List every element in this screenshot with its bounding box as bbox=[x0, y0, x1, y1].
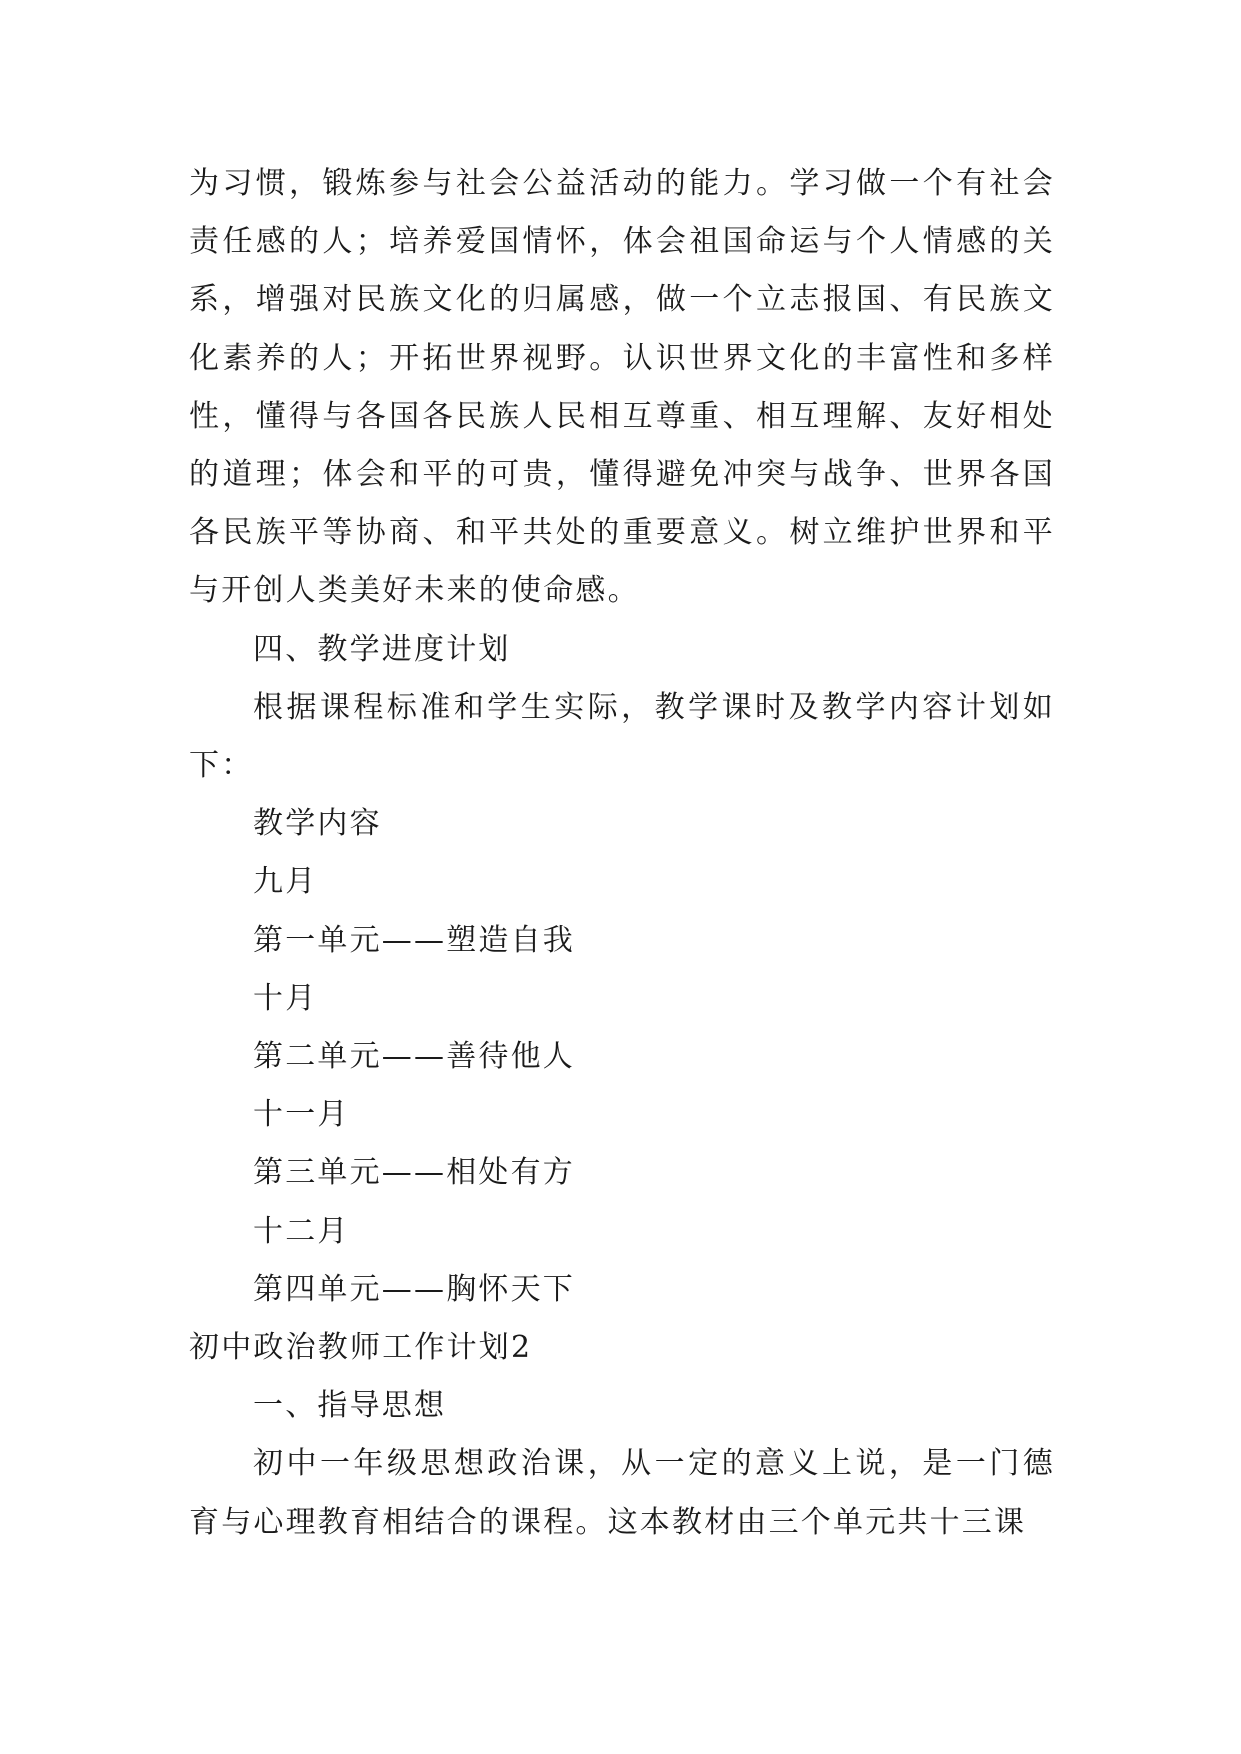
body-paragraph: 初中一年级思想政治课，从一定的意义上说，是一门德育与心理教育相结合的课程。这本教材由三个单元共十三课 bbox=[189, 1446, 1055, 1540]
section-heading: 四、教学进度计划 bbox=[253, 631, 511, 667]
schedule-month: 十一月 bbox=[253, 1097, 350, 1133]
schedule-unit: 第一单元——塑造自我 bbox=[253, 922, 575, 958]
body-paragraph: 根据课程标准和学生实际，教学课时及教学内容计划如下： bbox=[189, 689, 1055, 784]
document-page bbox=[189, 155, 1055, 1552]
schedule-header: 教学内容 bbox=[253, 806, 382, 842]
schedule-month: 九月 bbox=[253, 864, 318, 900]
section-heading: 一、指导思想 bbox=[253, 1388, 447, 1424]
schedule-unit: 第二单元——善待他人 bbox=[253, 1039, 575, 1075]
body-paragraph: 为习惯，锻炼参与社会公益活动的能力。学习做一个有社会责任感的人；培养爱国情怀，体会祖国命运与个人情感的关系，增强对民族文化的归属感，做一个立志报国、有民族文化素养的人；开拓世界视野。认识世界文化的丰富性和多样性，懂得与各国各民族人民相互尊重、相互理解、友好相处的道理；体会和平的可贵，懂得避免冲突与战争、世界各国各民族平等协商、和平共处的重要意义。树立维护世界和平与开创人类美好未来的使命感。 bbox=[189, 166, 1055, 609]
schedule-unit: 第四单元——胸怀天下 bbox=[253, 1271, 575, 1307]
schedule-month: 十月 bbox=[253, 980, 318, 1016]
document-title: 初中政治教师工作计划2 bbox=[189, 1330, 533, 1366]
schedule-month: 十二月 bbox=[253, 1213, 350, 1249]
schedule-unit: 第三单元——相处有方 bbox=[253, 1155, 575, 1191]
